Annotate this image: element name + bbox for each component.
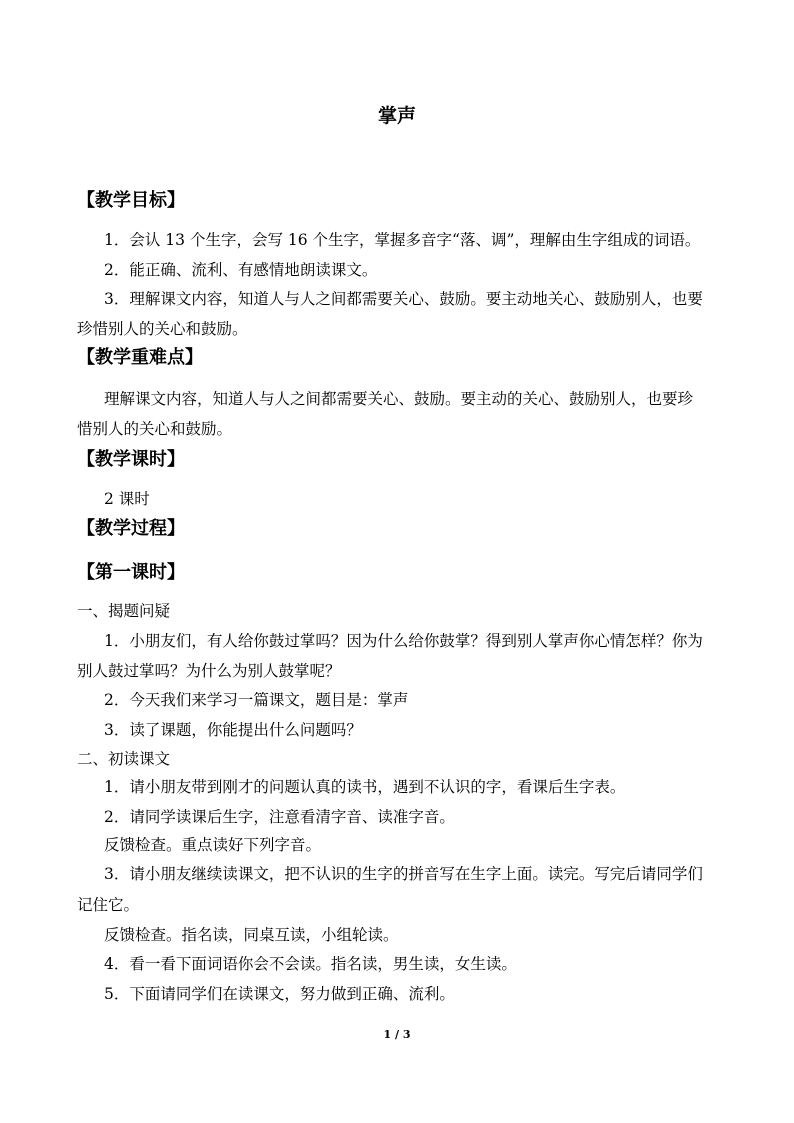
objective-item-3-line-2: 珍惜别人的关心和鼓励。 (77, 320, 248, 338)
section-1-item-1-line-2: 别人鼓过掌吗？为什么为别人鼓掌呢？ (77, 662, 341, 680)
section-2-title: 二、初读课文 (77, 750, 171, 768)
heading-objectives: 【教学目标】 (77, 190, 185, 211)
section-1-item-2: 2．今天我们来学习一篇课文，题目是：掌声 (104, 691, 409, 709)
section-2-item-5: 5．下面请同学们在读课文，努力做到正确、流利。 (104, 985, 455, 1003)
objective-item-3-line-1: 3．理解课文内容，知道人与人之间都需要关心、鼓励。要主动地关心、鼓励别人，也要 (104, 290, 703, 308)
page-number: 1 / 3 (383, 1028, 411, 1041)
section-1-item-3: 3．读了课题，你能提出什么问题吗？ (104, 721, 362, 739)
key-points-line-2: 惜别人的关心和鼓励。 (77, 420, 233, 438)
section-2-item-4: 4．看一看下面词语你会不会读。指名读，男生读，女生读。 (104, 955, 517, 973)
heading-process: 【教学过程】 (77, 518, 185, 539)
heading-hours: 【教学课时】 (77, 449, 185, 470)
section-1-item-1-line-1: 1．小朋友们，有人给你鼓过掌吗？因为什么给你鼓掌？得到别人掌声你心情怎样？你为 (104, 632, 703, 650)
section-2-item-3-line-1: 3．请小朋友继续读课文，把不认识的生字的拼音写在生字上面。读完。写完后请同学们 (104, 865, 703, 883)
section-2-item-1: 1．请小朋友带到刚才的问题认真的读书，遇到不认识的字，看课后生字表。 (104, 778, 626, 796)
objective-item-2: 2．能正确、流利、有感情地朗读课文。 (104, 261, 378, 279)
heading-first-lesson: 【第一课时】 (77, 562, 185, 583)
hours-value: 2 课时 (104, 490, 150, 508)
objective-item-1: 1．会认 13 个生字，会写 16 个生字，掌握多音字“落、调”，理解由生字组成的词语。 (104, 231, 701, 249)
document-title: 掌声 (377, 105, 416, 127)
section-2-item-2: 2．请同学读课后生字，注意看清字音、读准字音。 (104, 808, 455, 826)
section-2-feedback-2: 反馈检查。指名读，同桌互读，小组轮读。 (104, 926, 399, 944)
section-1-title: 一、揭题问疑 (77, 602, 171, 620)
section-2-feedback-1: 反馈检查。重点读好下列字音。 (104, 836, 322, 854)
key-points-line-1: 理解课文内容，知道人与人之间都需要关心、鼓励。要主动的关心、鼓励别人，也要珍 (104, 390, 694, 408)
heading-key-points: 【教学重难点】 (77, 347, 203, 368)
section-2-item-3-line-2: 记住它。 (77, 896, 140, 914)
